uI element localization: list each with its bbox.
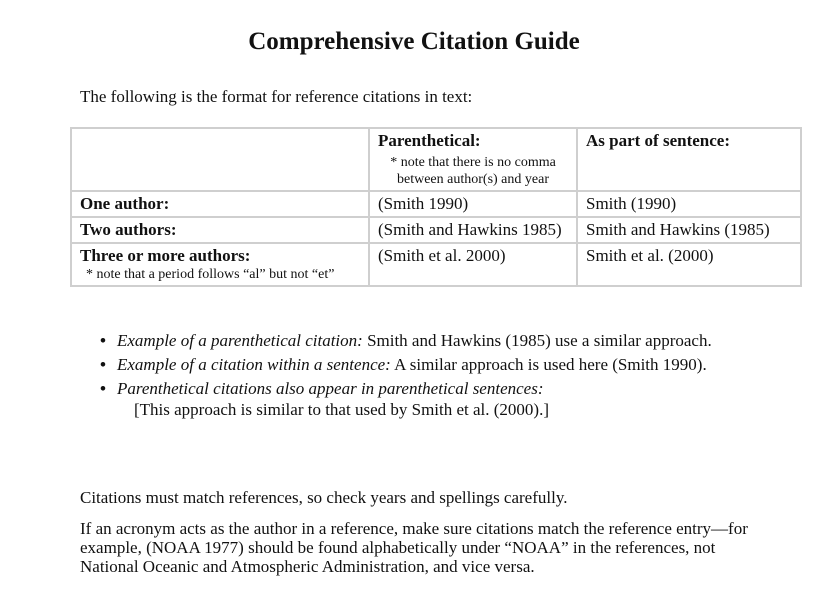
header-note-line-1: * note that there is no comma [390,155,556,170]
table-row [71,217,801,243]
header-empty-cell [71,128,369,191]
intro-text: The following is the format for reference citations in text: [80,87,473,106]
citation-format-table [70,127,802,287]
header-note-line-2: between author(s) and year [397,172,549,187]
row-label-three-authors: Three or more authors: [80,246,251,265]
example-text: Smith and Hawkins (1985) use a similar approach. [362,331,712,350]
example-text: [This approach is similar to that used by Smith et al. (2000).] [134,400,550,419]
table-header-row [71,128,801,191]
row-parenthetical: (Smith et al. 2000) [369,243,577,286]
row-parenthetical: (Smith and Hawkins 1985) [369,217,577,243]
row-label-two-authors: Two authors: [80,220,177,239]
list-item [100,330,720,351]
bullet-icon: • [100,379,106,398]
header-parenthetical: Parenthetical: [378,131,481,150]
example-text: A similar approach is used here (Smith 1990). [390,355,707,374]
example-lead: Example of a parenthetical citation: [117,331,363,350]
table-row [71,243,801,286]
row-note-three-authors: * note that a period follows “al” but not “et” [86,267,335,282]
header-parenthetical-note [378,154,568,188]
example-lead: Parenthetical citations also appear in parenthetical sentences: [117,379,544,398]
examples-list [100,330,720,423]
row-sentence: Smith and Hawkins (1985) [577,217,801,243]
row-sentence: Smith (1990) [577,191,801,217]
table-row [71,191,801,217]
row-sentence: Smith et al. (2000) [577,243,801,286]
paragraph-check-years: Citations must match references, so check years and spellings carefully. [80,488,568,507]
example-lead: Example of a citation within a sentence: [117,355,391,374]
bullet-icon: • [100,355,106,374]
bullet-icon: • [100,331,106,350]
header-sentence: As part of sentence: [586,131,730,150]
list-item [100,378,720,420]
paragraph-acronym: If an acronym acts as the author in a reference, make sure citations match the reference entry—for example, (NOAA 1977) should be found alphabetically under “NOAA” in the references, not National Oceanic and Atmospheric Administration, and vice versa. [80,519,748,576]
page-title: Comprehensive Citation Guide [248,28,580,55]
row-parenthetical: (Smith 1990) [369,191,577,217]
list-item [100,354,720,375]
header-parenthetical-cell [369,128,577,191]
row-label-one-author: One author: [80,194,170,213]
header-sentence-cell [577,128,801,191]
